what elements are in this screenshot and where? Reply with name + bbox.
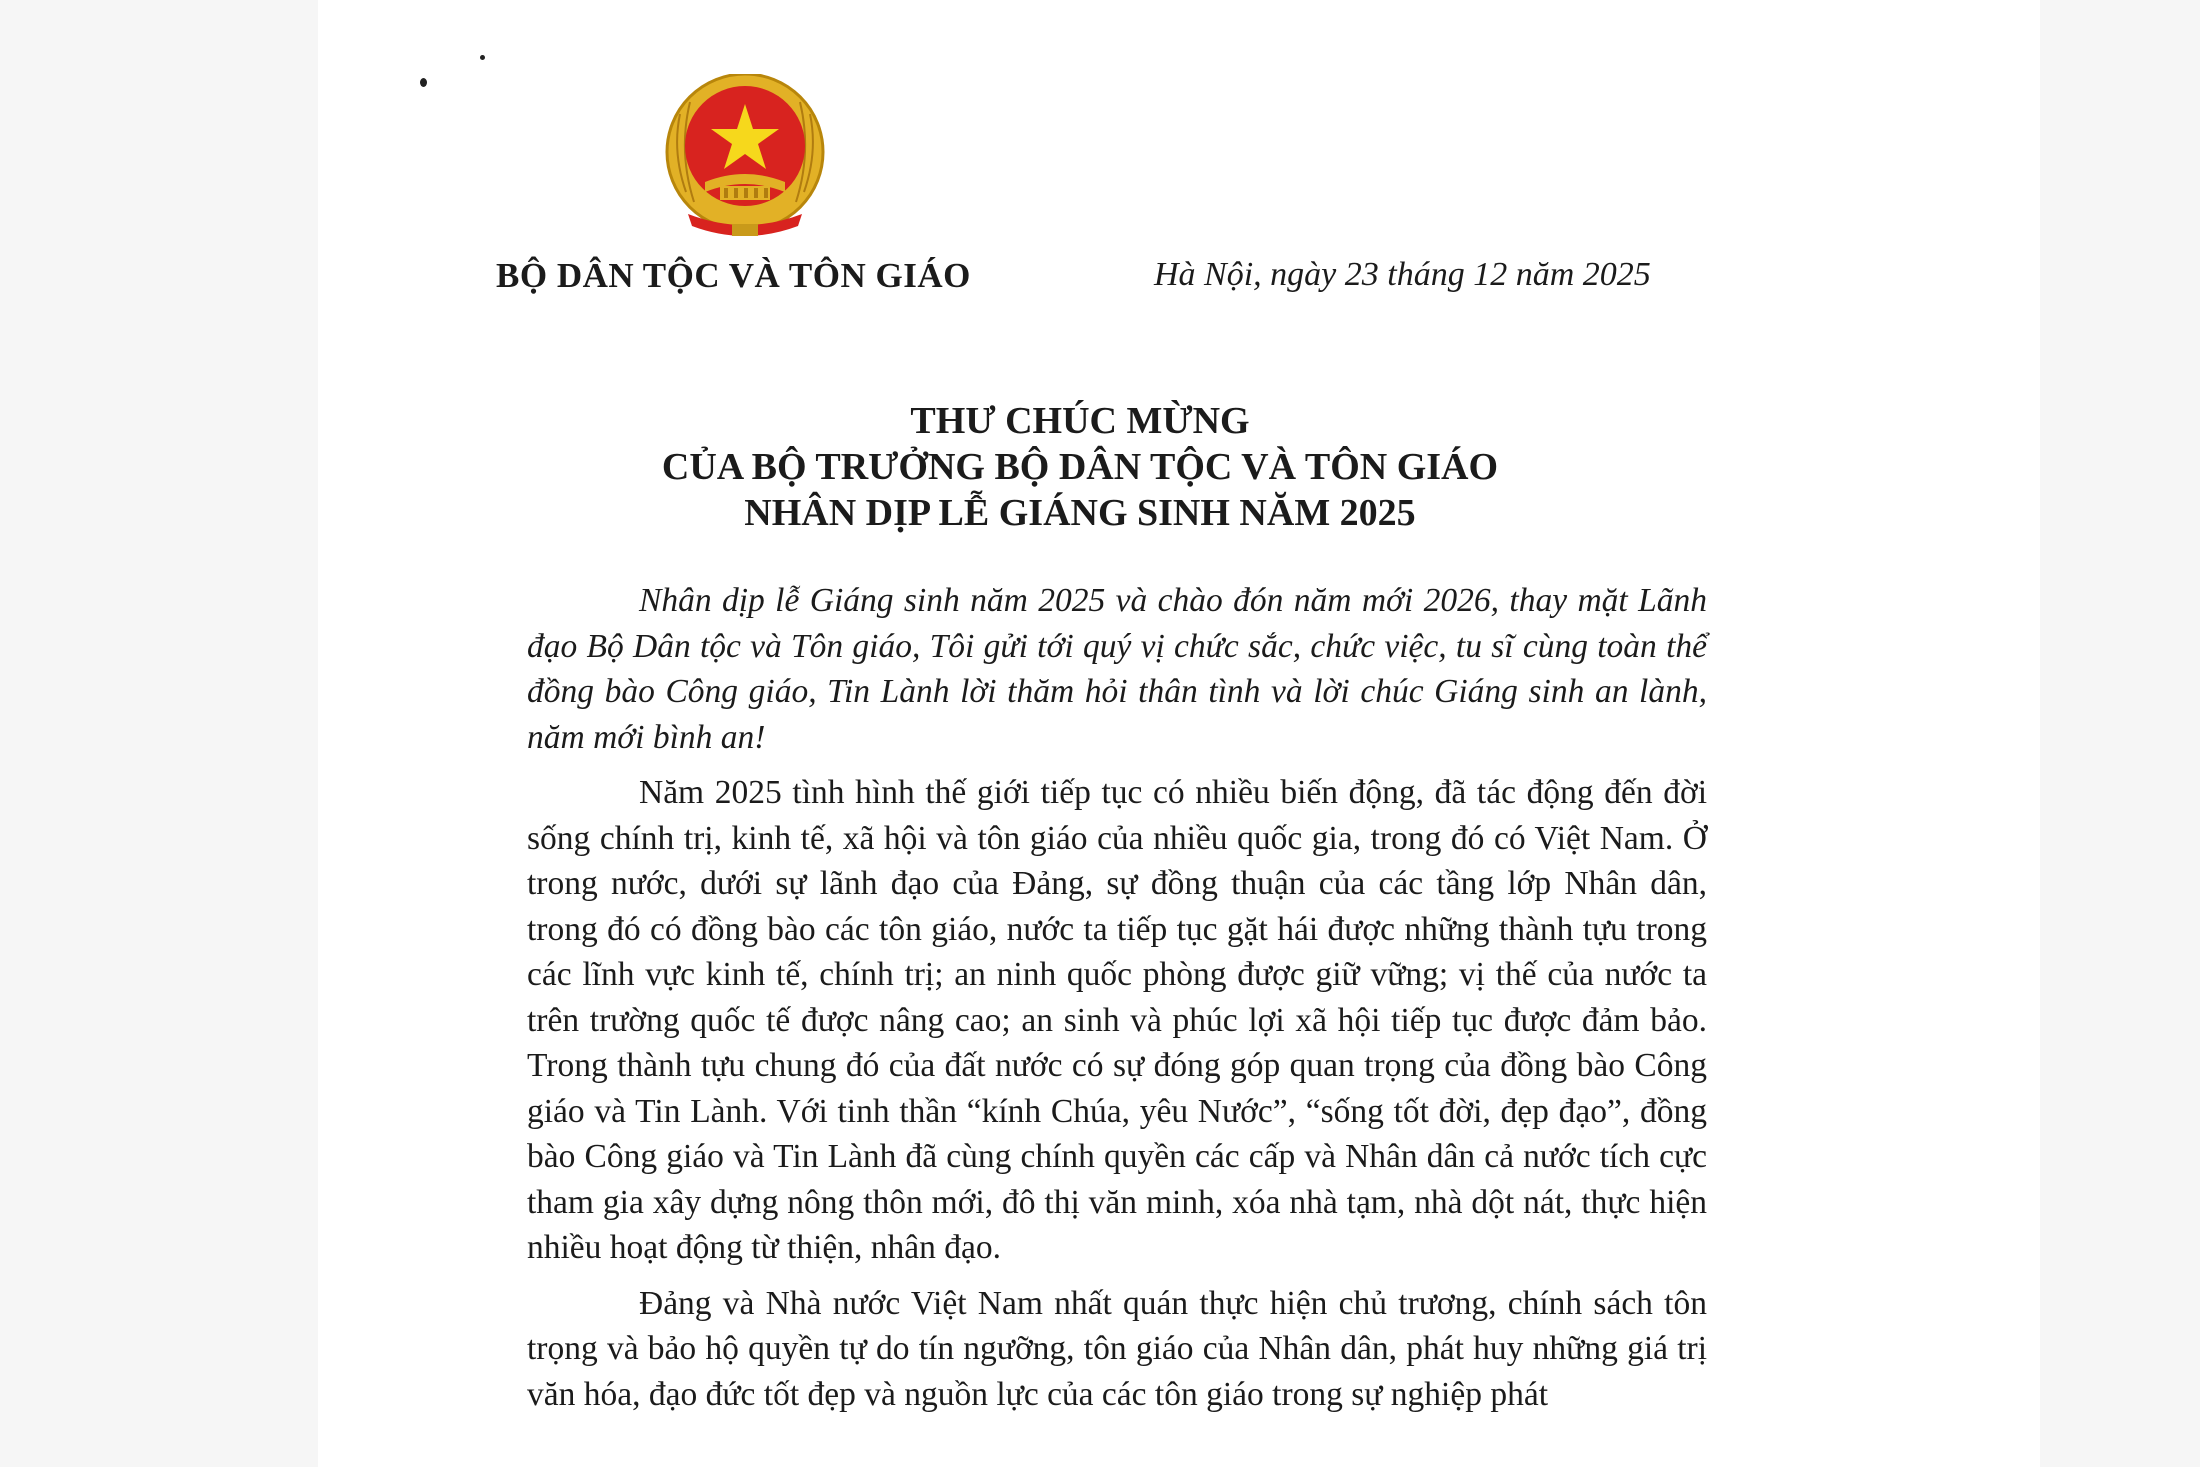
title-line-1: THƯ CHÚC MỪNG [910, 400, 1250, 442]
scan-speck [420, 78, 427, 87]
national-emblem-icon [660, 74, 830, 240]
document-title [400, 398, 1760, 536]
title-line-3: NHÂN DỊP LỄ GIÁNG SINH NĂM 2025 [744, 492, 1416, 534]
letter-body [527, 578, 1707, 1427]
body-paragraph: Đảng và Nhà nước Việt Nam nhất quán thực hiện chủ trương, chính sách tôn trọng và bảo hộ quyền tự do tín ngưỡng, tôn giáo của Nhân dân, phát huy những giá trị văn hóa, đạo đức tốt đẹp và nguồn lực của các tôn giáo trong sự nghiệp phát [527, 1284, 1707, 1413]
greeting-paragraph: Nhân dịp lễ Giáng sinh năm 2025 và chào đón năm mới 2026, thay mặt Lãnh đạo Bộ Dân tộc và Tôn giáo, Tôi gửi tới quý vị chức sắc, chức việc, tu sĩ cùng toàn thể đồng bào Công giáo, Tin Lành lời thăm hỏi thân tình và lời chúc Giáng sinh an lành, năm mới bình an! [527, 582, 1707, 756]
title-line-2: CỦA BỘ TRƯỞNG BỘ DÂN TỘC VÀ TÔN GIÁO [661, 446, 1499, 488]
date-location: Hà Nội, ngày 23 tháng 12 năm 2025 [1154, 256, 1651, 293]
body-paragraph: Năm 2025 tình hình thế giới tiếp tục có nhiều biến động, đã tác động đến đời sống chính trị, kinh tế, xã hội và tôn giáo của nhiều quốc gia, trong đó có Việt Nam. Ở trong nước, dưới sự lãnh đạo của Đảng, sự đồng thuận của các tầng lớp Nhân dân, trong đó có đồng bào các tôn giáo, nước ta tiếp tục gặt hái được những thành tựu trong các lĩnh vực kinh tế, chính trị; an ninh quốc phòng được giữ vững; vị thế của nước ta trên trường quốc tế được nâng cao; an sinh và phúc lợi xã hội tiếp tục được đảm bảo. Trong thành tựu chung đó của đất nước có sự đóng góp quan trọng của đồng bào Công giáo và Tin Lành. Với tinh thần “kính Chúa, yêu Nước”, “sống tốt đời, đẹp đạo”, đồng bào Công giáo và Tin Lành đã cùng chính quyền các cấp và Nhân dân cả nước tích cực tham gia xây dựng nông thôn mới, đô thị văn minh, xóa nhà tạm, nhà dột nát, thực hiện nhiều hoạt động từ thiện, nhân đạo. [527, 774, 1707, 1266]
scan-speck [480, 55, 485, 60]
organization-name: BỘ DÂN TỘC VÀ TÔN GIÁO [496, 256, 971, 295]
